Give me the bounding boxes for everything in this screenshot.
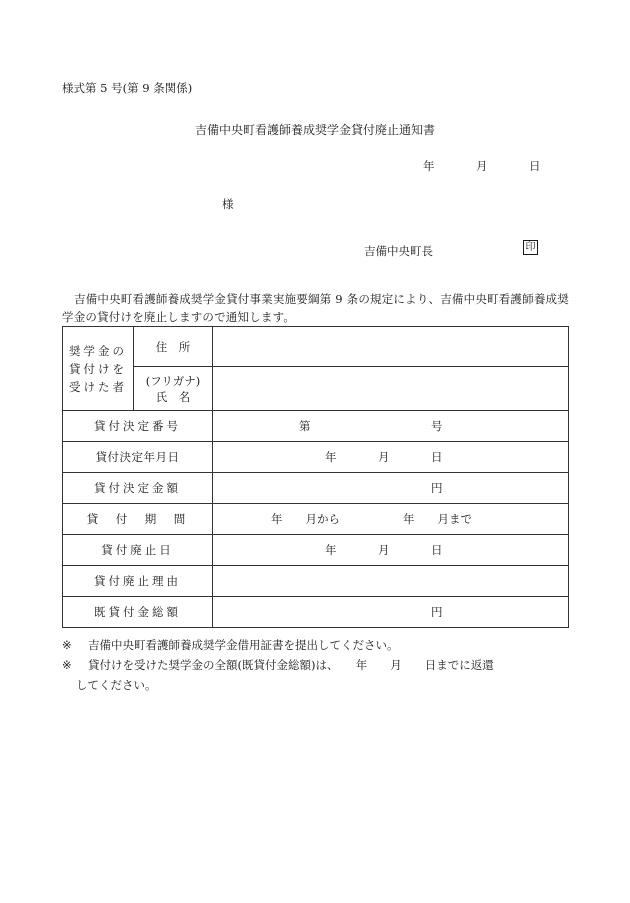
form-number-label: 様式第 5 号(第 9 条関係)	[62, 81, 193, 95]
addressee-suffix: 様	[222, 197, 234, 211]
issuer-name: 吉備中央町長	[364, 244, 433, 258]
note-2: ※ 貸付けを受けた奨学金の全額(既貸付金総額)は、 年 月 日までに返還	[62, 658, 494, 672]
table-row	[63, 535, 569, 566]
decision-number-value[interactable]: 第 号	[213, 411, 569, 442]
table-row	[63, 442, 569, 473]
decision-date-value[interactable]: 年 月 日	[213, 442, 569, 473]
decision-date-label: 貸付決定年月日	[63, 442, 213, 473]
note-1: ※ 吉備中央町看護師養成奨学金借用証書を提出してください。	[62, 638, 399, 652]
loan-period-value[interactable]: 年 月から 年 月まで	[213, 504, 569, 535]
stop-date-value[interactable]: 年 月 日	[213, 535, 569, 566]
date-day: 日	[529, 159, 541, 173]
name-value[interactable]	[213, 367, 569, 411]
address-label: 住 所	[134, 327, 213, 367]
table-row	[63, 597, 569, 628]
decision-amount-value[interactable]: 円	[213, 473, 569, 504]
address-value[interactable]	[213, 327, 569, 367]
stop-reason-label: 貸付廃止理由	[63, 566, 213, 597]
total-loan-label: 既貸付金総額	[63, 597, 213, 628]
recipient-group-label: 奨学金の 貸付けを 受けた者	[63, 327, 134, 411]
table-row	[63, 327, 569, 367]
table-row	[63, 411, 569, 442]
stop-date-label: 貸付廃止日	[63, 535, 213, 566]
seal-stamp: 印	[523, 240, 538, 255]
note-2-continuation: してください。	[76, 678, 157, 692]
loan-info-table	[62, 326, 569, 628]
name-label: (フリガナ) 氏 名	[134, 367, 213, 411]
date-month: 月	[476, 159, 488, 173]
table-row	[63, 504, 569, 535]
decision-amount-label: 貸付決定金額	[63, 473, 213, 504]
table-row	[63, 566, 569, 597]
decision-number-label: 貸付決定番号	[63, 411, 213, 442]
table-row	[63, 367, 569, 411]
date-year: 年	[423, 159, 435, 173]
stop-reason-value[interactable]	[213, 566, 569, 597]
body-text: 吉備中央町看護師養成奨学金貸付事業実施要綱第 9 条の規定により、吉備中央町看護師養成奨学金の貸付けを廃止しますので通知します。	[62, 292, 569, 324]
table-row	[63, 473, 569, 504]
loan-period-label: 貸 付 期 間	[63, 504, 213, 535]
total-loan-value[interactable]: 円	[213, 597, 569, 628]
document-title: 吉備中央町看護師養成奨学金貸付廃止通知書	[194, 123, 435, 137]
